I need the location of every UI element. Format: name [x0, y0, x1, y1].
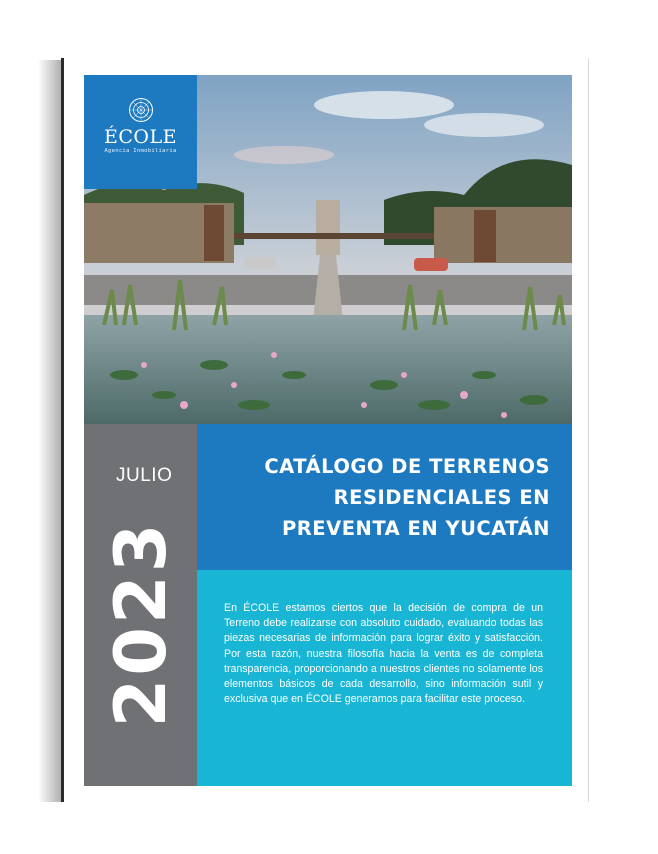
title-line: PREVENTA EN YUCATÁN: [282, 516, 550, 540]
cover-year: 2023: [100, 520, 182, 728]
title-panel: [197, 424, 572, 570]
catalog-title: [264, 451, 550, 544]
description-panel: [197, 570, 572, 786]
cover-month: JULIO: [116, 465, 173, 486]
brand-tagline: Agencia Inmobiliaria: [104, 148, 177, 154]
catalog-description: En ÉCOLE estamos ciertos que la decisión de compra de un Terreno debe realizarse con absoluto cuidado, evaluando todas las piezas necesarias de información para lograr éxito y satisfacción. Por esta razón, nuestra filosofía hacia la venta es de completa transparencia, proporcionando a nuestros clientes no solamente los elementos básicos de cada desarrollo, sino información sutil y exclusiva que en ÉCOLE generamos para facilitar este proceso.: [224, 602, 543, 706]
mandala-emblem-icon: [128, 97, 154, 123]
title-line: RESIDENCIALES EN: [333, 485, 550, 509]
date-column: [84, 424, 197, 786]
catalog-cover-page: [64, 58, 588, 802]
brand-name: ÉCOLE: [104, 126, 177, 148]
brand-logo: [84, 75, 197, 189]
page-edge-right: [588, 58, 589, 802]
title-line: CATÁLOGO DE TERRENOS: [264, 454, 550, 478]
